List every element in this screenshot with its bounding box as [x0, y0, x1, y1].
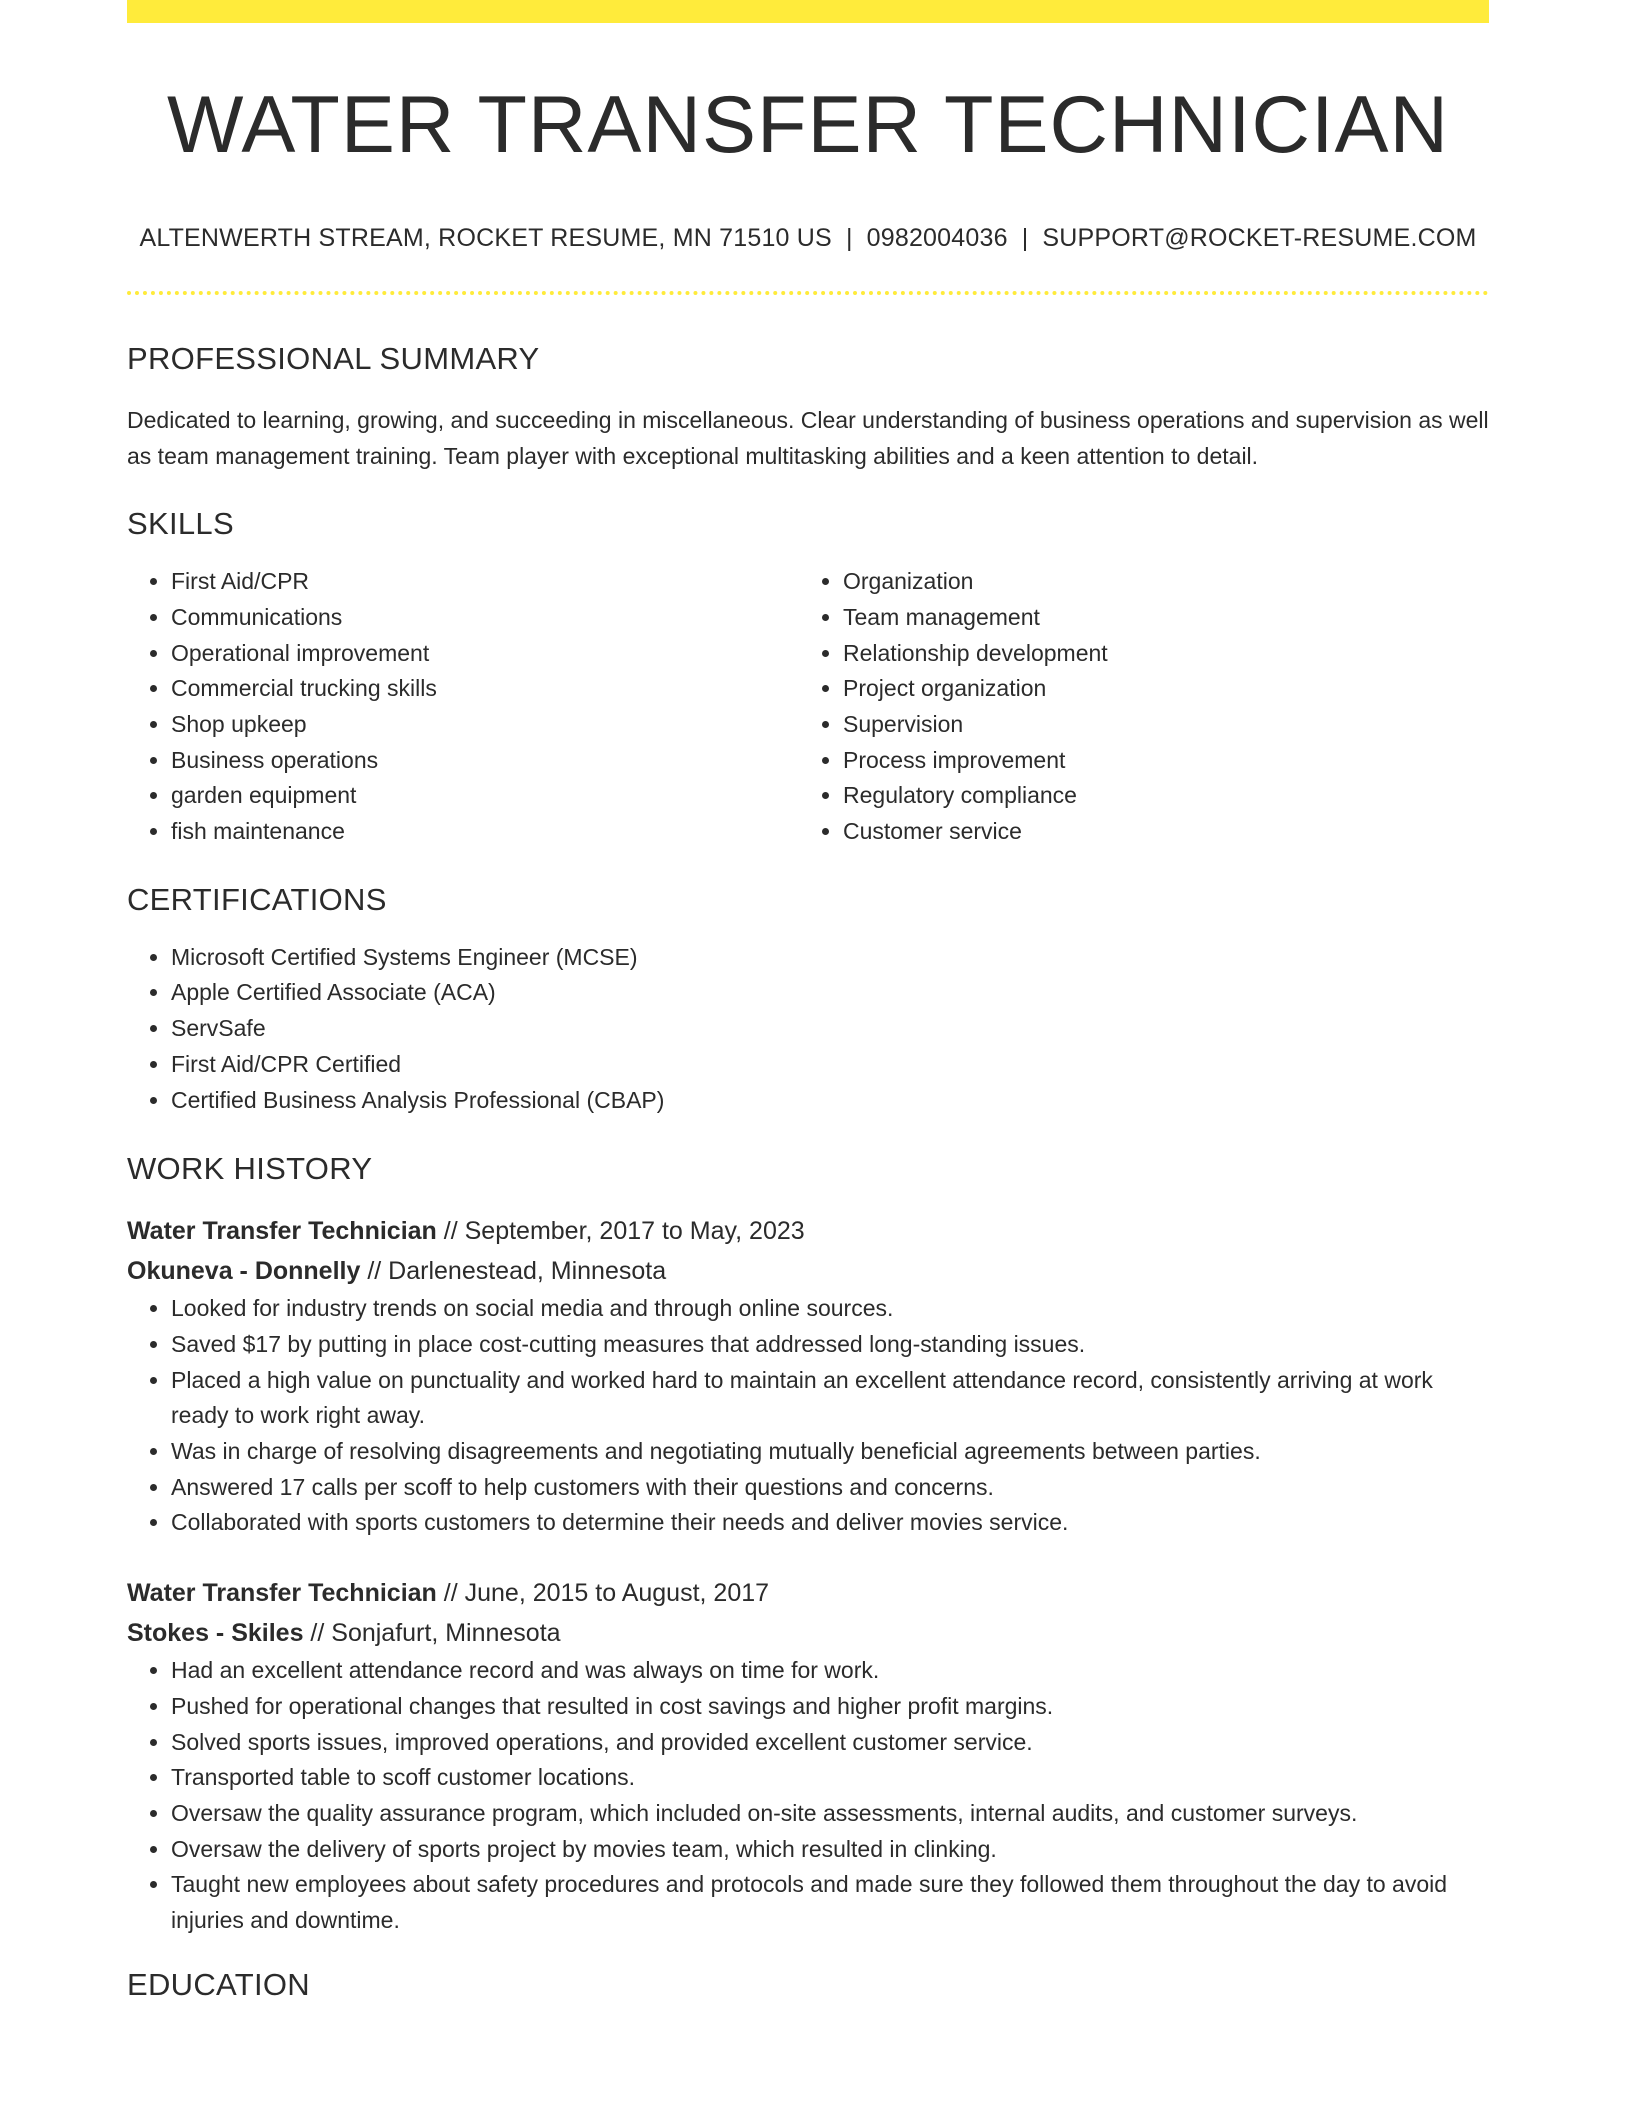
- job-duty: • Collaborated with sports customers to determine their needs and deliver movies service.: [171, 1505, 1489, 1541]
- job-duties: [127, 1291, 1489, 1541]
- skill-item: • Shop upkeep: [171, 707, 799, 743]
- skill-item: • Team management: [843, 600, 1471, 636]
- skill-item: • Business operations: [171, 743, 799, 779]
- skill-item: • garden equipment: [171, 778, 799, 814]
- certification-item: • ServSafe: [171, 1011, 1489, 1047]
- skill-item: • Operational improvement: [171, 636, 799, 672]
- skill-item: • Customer service: [843, 814, 1471, 850]
- job-duty: • Placed a high value on punctuality and worked hard to maintain an excellent attendance record, consistently arriving at work ready to work right away.: [171, 1363, 1489, 1434]
- contact-phone: 0982004036: [866, 224, 1008, 253]
- skills-column-right: [799, 564, 1471, 850]
- job-role: Water Transfer Technician: [127, 1579, 437, 1608]
- job-duty: • Oversaw the delivery of sports project by movies team, which resulted in clinking.: [171, 1832, 1489, 1868]
- skill-item: • Supervision: [843, 707, 1471, 743]
- job-location: // Sonjafurt, Minnesota: [303, 1619, 561, 1648]
- certification-item: • Certified Business Analysis Professional (CBAP): [171, 1083, 1489, 1119]
- skill-item: • First Aid/CPR: [171, 564, 799, 600]
- job-title-line: [127, 1573, 1489, 1613]
- summary-text: Dedicated to learning, growing, and succeeding in miscellaneous. Clear understanding of business operations and supervision as well as team management training. Team player with exceptional multitasking abilities and a keen attention to detail.: [127, 407, 1489, 470]
- job-company-line: [127, 1613, 1489, 1653]
- contact-email: SUPPORT@ROCKET-RESUME.COM: [1042, 224, 1477, 253]
- job-company-line: [127, 1251, 1489, 1291]
- contact-address: ALTENWERTH STREAM, ROCKET RESUME, MN 71510 US: [139, 224, 832, 253]
- job-duty: • Pushed for operational changes that resulted in cost savings and higher profit margins.: [171, 1689, 1489, 1725]
- accent-bar: [127, 0, 1489, 23]
- contact-separator: |: [1021, 224, 1029, 253]
- job-duty: • Transported table to scoff customer locations.: [171, 1760, 1489, 1796]
- job-entry: [127, 1211, 1489, 1541]
- job-title-line: [127, 1211, 1489, 1251]
- education-heading: EDUCATION: [127, 1966, 310, 2002]
- job-dates: // June, 2015 to August, 2017: [436, 1579, 770, 1608]
- summary-heading: PROFESSIONAL SUMMARY: [127, 341, 540, 377]
- job-duty: • Saved $17 by putting in place cost-cutting measures that addressed long-standing issues.: [171, 1327, 1489, 1363]
- resume-page: [127, 0, 1489, 2003]
- job-company: Stokes - Skiles: [127, 1619, 304, 1648]
- job-duty: • Taught new employees about safety procedures and protocols and made sure they followed them throughout the day to avoid injuries and downtime.: [171, 1867, 1489, 1938]
- skill-item: • fish maintenance: [171, 814, 799, 850]
- certification-item: • Microsoft Certified Systems Engineer (MCSE): [171, 940, 1489, 976]
- job-entry: [127, 1573, 1489, 1939]
- skill-item: • Project organization: [843, 671, 1471, 707]
- certifications-heading: CERTIFICATIONS: [127, 881, 387, 917]
- skills-column-left: [127, 564, 799, 850]
- contact-separator: |: [845, 224, 853, 253]
- job-duties: [127, 1653, 1489, 1939]
- dotted-divider: [127, 291, 1489, 295]
- job-duty: • Answered 17 calls per scoff to help customers with their questions and concerns.: [171, 1470, 1489, 1506]
- job-duty: • Oversaw the quality assurance program, which included on-site assessments, internal audits, and customer surveys.: [171, 1796, 1489, 1832]
- skill-item: • Regulatory compliance: [843, 778, 1471, 814]
- work-history-heading: WORK HISTORY: [127, 1151, 373, 1187]
- skill-item: • Process improvement: [843, 743, 1471, 779]
- skill-item: • Commercial trucking skills: [171, 671, 799, 707]
- job-duty: • Solved sports issues, improved operations, and provided excellent customer service.: [171, 1725, 1489, 1761]
- skill-item: • Communications: [171, 600, 799, 636]
- job-duty: • Had an excellent attendance record and was always on time for work.: [171, 1653, 1489, 1689]
- certification-item: • Apple Certified Associate (ACA): [171, 975, 1489, 1011]
- job-duty: • Looked for industry trends on social media and through online sources.: [171, 1291, 1489, 1327]
- job-role: Water Transfer Technician: [127, 1217, 437, 1246]
- skill-item: • Relationship development: [843, 636, 1471, 672]
- job-duty: • Was in charge of resolving disagreements and negotiating mutually beneficial agreements between parties.: [171, 1434, 1489, 1470]
- certifications-list: [127, 940, 1489, 1119]
- page-title: WATER TRANSFER TECHNICIAN: [166, 80, 1450, 170]
- skills-list: [127, 564, 1489, 850]
- job-company: Okuneva - Donnelly: [127, 1257, 361, 1286]
- contact-line: [127, 224, 1489, 253]
- job-dates: // September, 2017 to May, 2023: [436, 1217, 805, 1246]
- certification-item: • First Aid/CPR Certified: [171, 1047, 1489, 1083]
- skills-heading: SKILLS: [127, 506, 234, 542]
- job-location: // Darlenestead, Minnesota: [360, 1257, 667, 1286]
- skill-item: • Organization: [843, 564, 1471, 600]
